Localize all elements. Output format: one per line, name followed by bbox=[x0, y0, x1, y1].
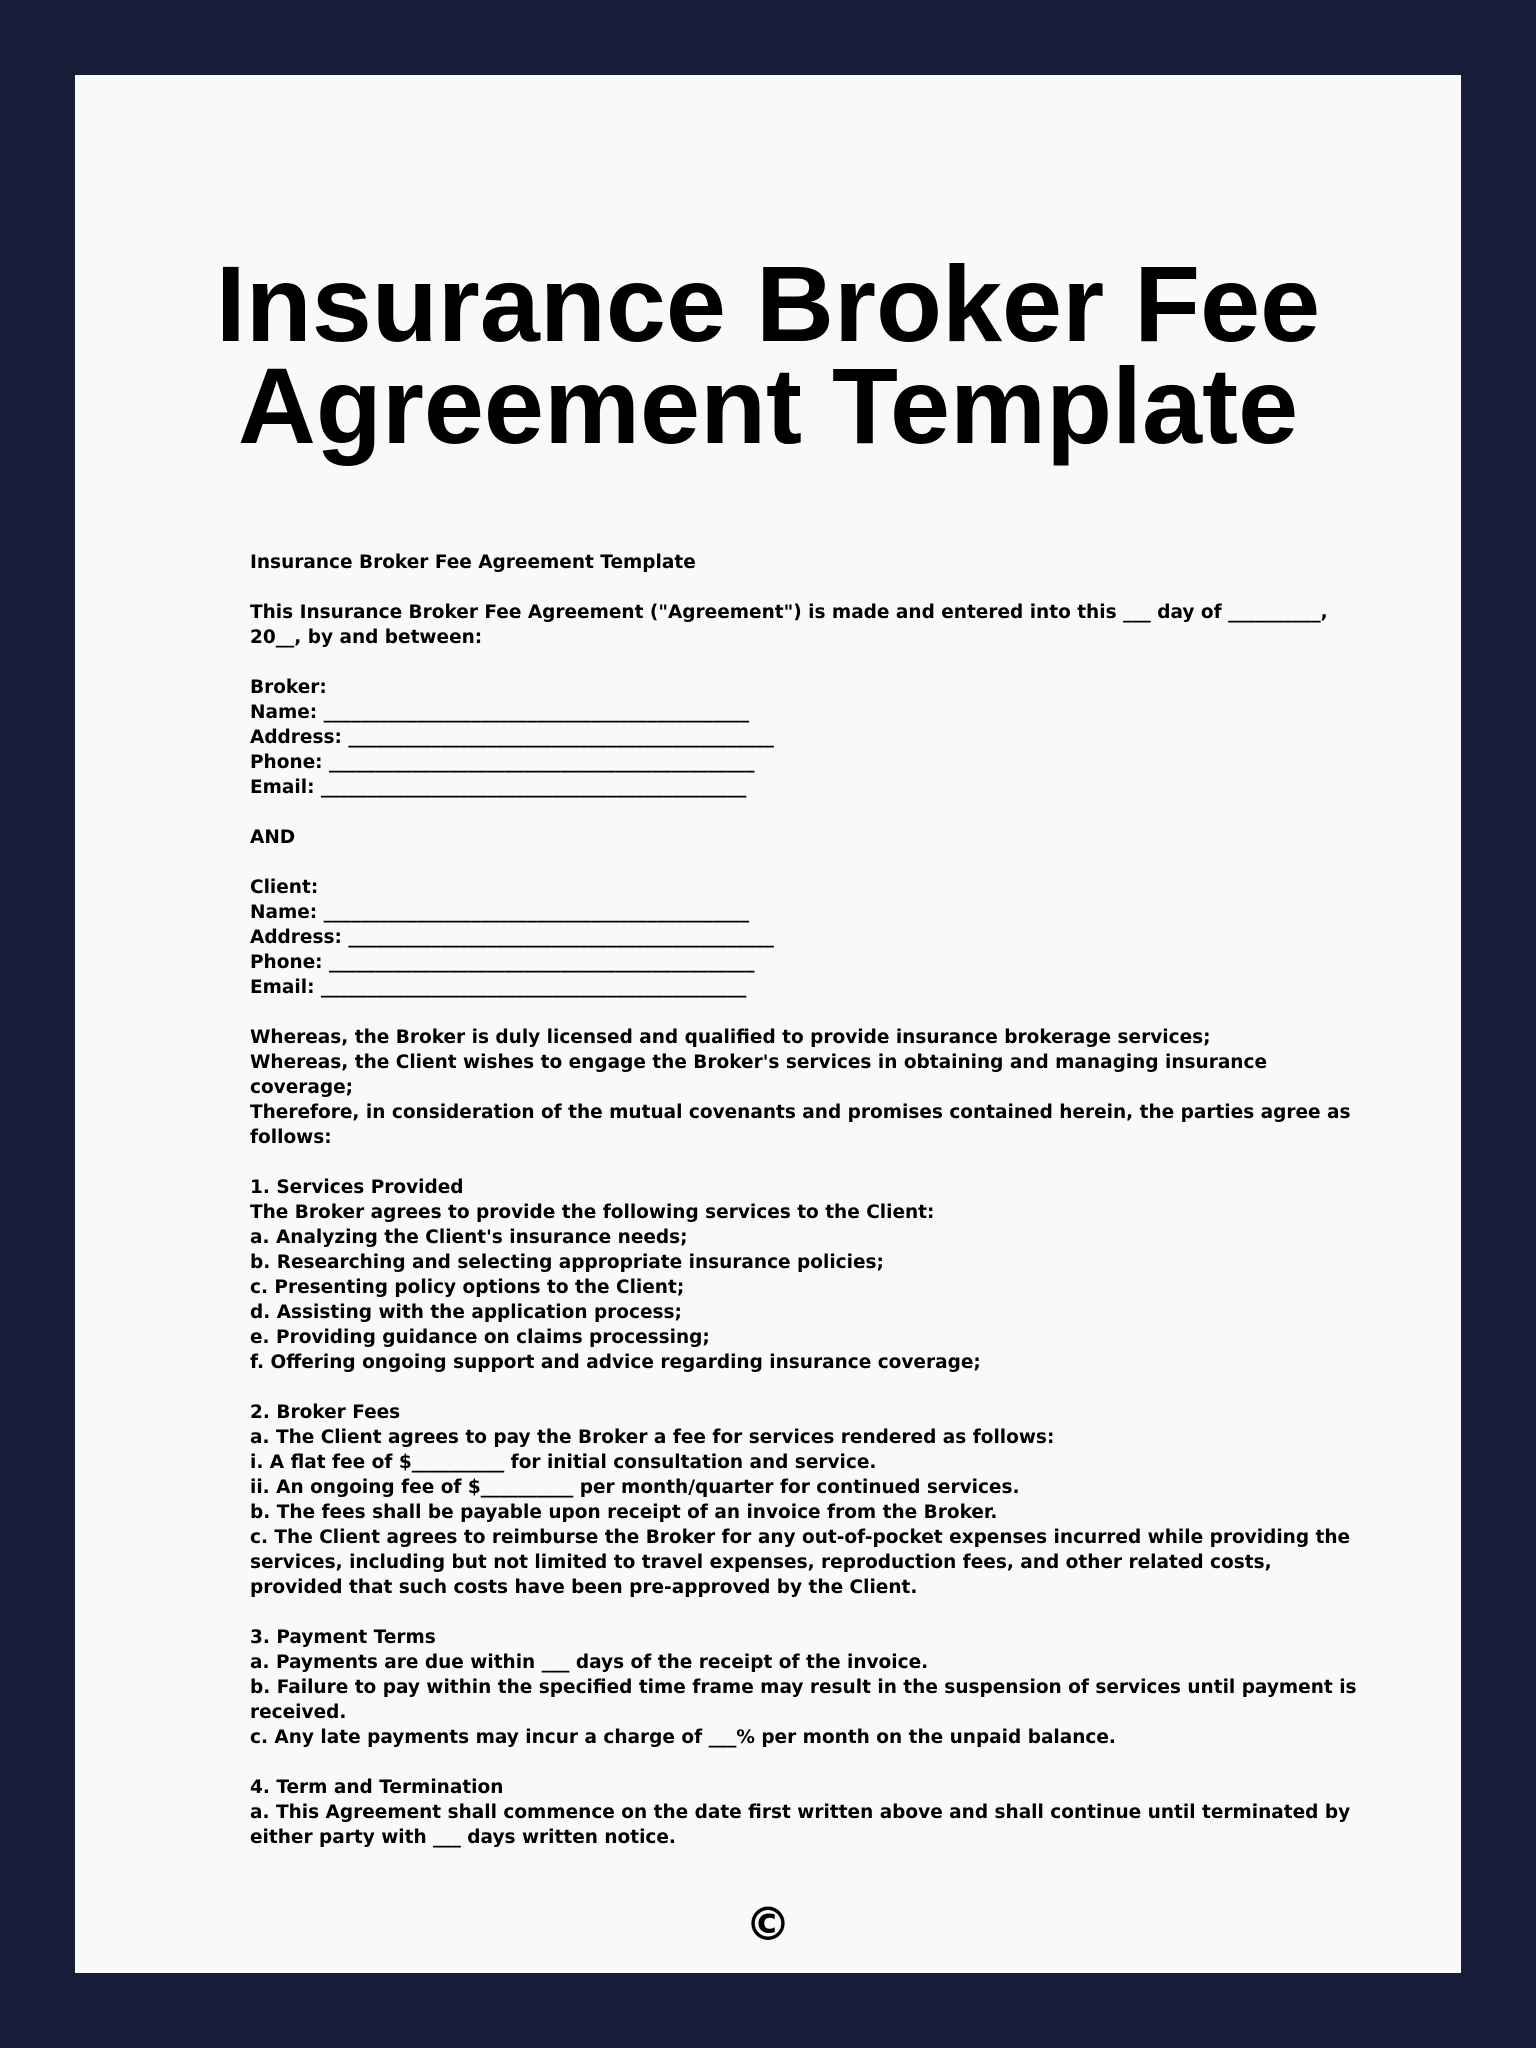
broker-address-field: Address: ______________________________________________ bbox=[250, 727, 774, 748]
client-email-field: Email: ______________________________________________ bbox=[250, 977, 747, 998]
copyright-icon: © bbox=[745, 1897, 791, 1951]
client-phone-field: Phone: ______________________________________________ bbox=[250, 952, 755, 973]
document-body bbox=[250, 550, 1370, 1850]
section-1-item: a. Analyzing the Client's insurance needs; bbox=[250, 1227, 688, 1248]
recital-whereas-2: Whereas, the Client wishes to engage the Broker's services in obtaining and managing insurance coverage; bbox=[250, 1052, 1267, 1098]
document-page bbox=[75, 75, 1461, 1973]
section-2-clause-c: c. The Client agrees to reimburse the Broker for any out-of-pocket expenses incurred while providing the services, including but not limited to travel expenses, reproduction fees, and other related costs, provided that such costs have been pre-approved by the Client. bbox=[250, 1527, 1351, 1598]
client-heading: Client: bbox=[250, 877, 319, 898]
spacer bbox=[250, 850, 1370, 875]
client-name-field: Name: ______________________________________________ bbox=[250, 902, 750, 923]
section-1-item: d. Assisting with the application process; bbox=[250, 1302, 682, 1323]
section-3-clause-a: a. Payments are due within ___ days of the receipt of the invoice. bbox=[250, 1652, 929, 1673]
broker-heading: Broker: bbox=[250, 677, 327, 698]
section-1-item: b. Researching and selecting appropriate insurance policies; bbox=[250, 1252, 884, 1273]
section-1-item: f. Offering ongoing support and advice regarding insurance coverage; bbox=[250, 1352, 981, 1373]
spacer bbox=[250, 1000, 1370, 1025]
section-2-clause-i: i. A flat fee of $__________ for initial consultation and service. bbox=[250, 1452, 877, 1473]
spacer bbox=[250, 1600, 1370, 1625]
section-3-heading: 3. Payment Terms bbox=[250, 1627, 436, 1648]
spacer bbox=[250, 1375, 1370, 1400]
section-2-clause-ii: ii. An ongoing fee of $__________ per month/quarter for continued services. bbox=[250, 1477, 1020, 1498]
page-title: Insurance Broker Fee Agreement Template bbox=[215, 243, 1321, 466]
section-1-lead: The Broker agrees to provide the following services to the Client: bbox=[250, 1202, 935, 1223]
section-4-clause-a: a. This Agreement shall commence on the date first written above and shall continue until terminated by either party with ___ days written notice. bbox=[250, 1802, 1351, 1848]
section-3-clause-b: b. Failure to pay within the specified time frame may result in the suspension of services until payment is received. bbox=[250, 1677, 1357, 1723]
section-2-heading: 2. Broker Fees bbox=[250, 1402, 401, 1423]
client-address-field: Address: ______________________________________________ bbox=[250, 927, 774, 948]
recital-whereas-1: Whereas, the Broker is duly licensed and qualified to provide insurance brokerage services; bbox=[250, 1027, 1211, 1048]
spacer bbox=[250, 1750, 1370, 1775]
section-1-heading: 1. Services Provided bbox=[250, 1177, 464, 1198]
section-4-heading: 4. Term and Termination bbox=[250, 1777, 504, 1798]
broker-name-field: Name: ______________________________________________ bbox=[250, 702, 750, 723]
section-2-clause-b: b. The fees shall be payable upon receipt of an invoice from the Broker. bbox=[250, 1502, 998, 1523]
recital-therefore: Therefore, in consideration of the mutual covenants and promises contained herein, the parties agree as follows: bbox=[250, 1102, 1351, 1148]
spacer bbox=[250, 800, 1370, 825]
section-3-clause-c: c. Any late payments may incur a charge of ___% per month on the unpaid balance. bbox=[250, 1727, 1116, 1748]
spacer bbox=[250, 575, 1370, 600]
spacer bbox=[250, 1150, 1370, 1175]
spacer bbox=[250, 650, 1370, 675]
section-1-item: c. Presenting policy options to the Client; bbox=[250, 1277, 685, 1298]
and-label: AND bbox=[250, 827, 296, 848]
broker-phone-field: Phone: ______________________________________________ bbox=[250, 752, 755, 773]
document-heading: Insurance Broker Fee Agreement Template bbox=[250, 552, 696, 573]
broker-email-field: Email: ______________________________________________ bbox=[250, 777, 747, 798]
intro-paragraph: This Insurance Broker Fee Agreement ("Agreement") is made and entered into this ___ day of __________, 20__, by and between: bbox=[250, 602, 1328, 648]
section-1-item: e. Providing guidance on claims processing; bbox=[250, 1327, 710, 1348]
section-2-clause-a: a. The Client agrees to pay the Broker a fee for services rendered as follows: bbox=[250, 1427, 1055, 1448]
